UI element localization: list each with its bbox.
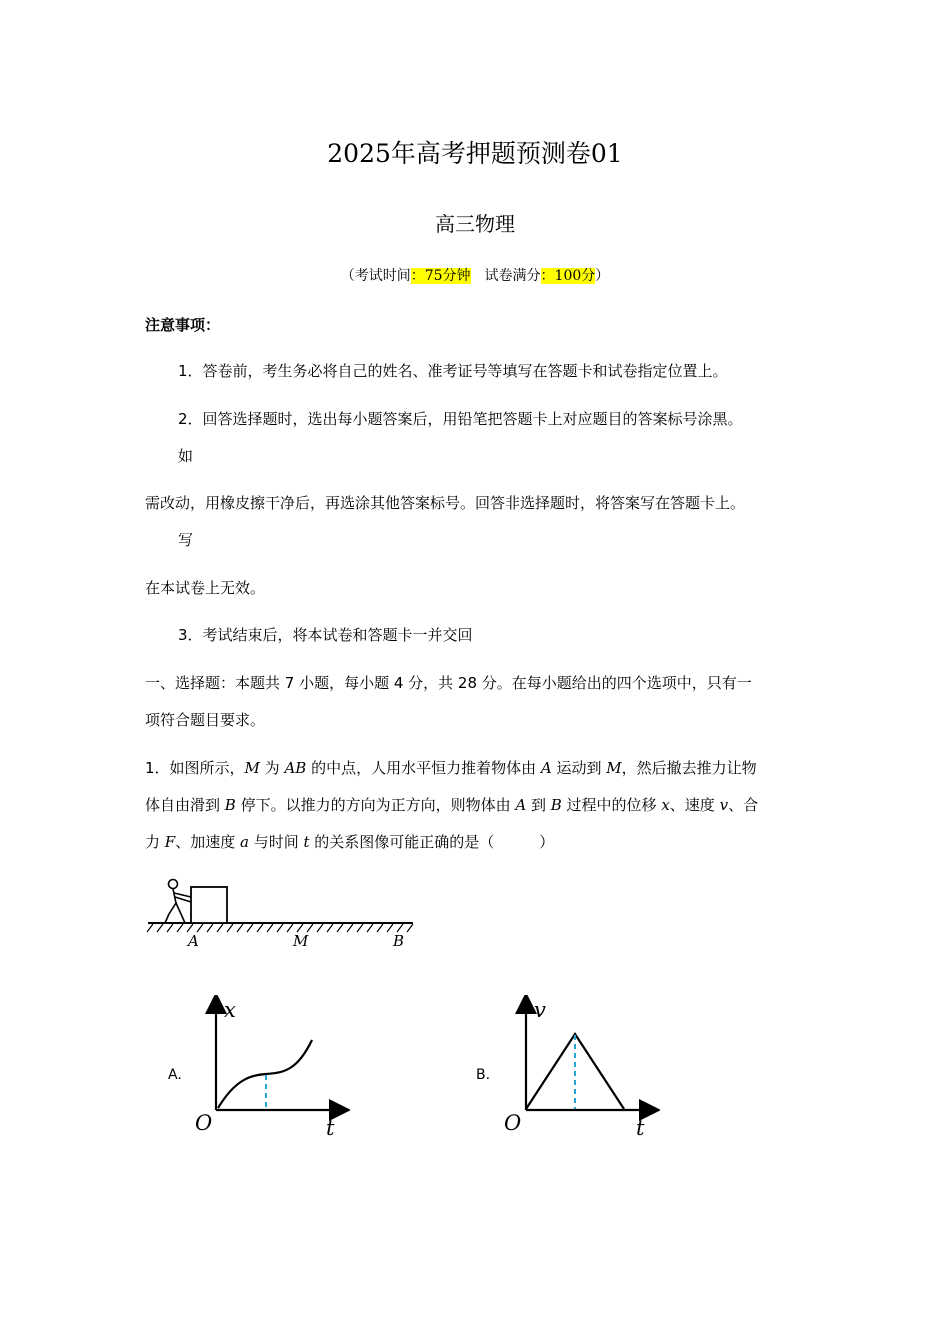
- option-b-chart: [500, 995, 660, 1140]
- exam-info: [0, 265, 950, 285]
- point-b-label: B: [393, 932, 405, 950]
- pushing-block-figure: [145, 872, 420, 952]
- x-axis-label: t: [326, 1116, 335, 1140]
- option-b-label[interactable]: B.: [476, 1067, 491, 1083]
- notice-item-2-line-1b: 如: [178, 447, 194, 465]
- q1-text: 、加速度: [175, 833, 240, 851]
- q1-text: 运动到: [551, 759, 607, 777]
- var-f: F: [164, 833, 176, 851]
- q1-text: 体自由滑到: [145, 796, 225, 814]
- var-m: M: [606, 759, 622, 777]
- q1-text: 与时间: [248, 833, 304, 851]
- var-t: t: [303, 833, 310, 851]
- q1-text: 的关系图像可能正确的是（ ）: [309, 833, 555, 851]
- notice-item-2-line-2b: 写: [178, 531, 194, 549]
- notice-item-1: 1．答卷前，考生务必将自己的姓名、准考证号等填写在答题卡和试卷指定位置上。: [178, 362, 728, 380]
- section-1-line-1: 一、选择题：本题共 7 小题，每小题 4 分，共 28 分。在每小题给出的四个选项中，只有一: [145, 674, 752, 692]
- page-title: 2025年高考押题预测卷01: [327, 139, 623, 168]
- origin-label: O: [504, 1111, 522, 1135]
- exam-info-close: ）: [595, 268, 610, 284]
- q1-text: ，然后撤去推力让物: [621, 759, 757, 777]
- y-axis-label: x: [224, 998, 236, 1022]
- x-axis-label: t: [636, 1116, 645, 1140]
- block: [191, 887, 227, 923]
- q1-text: 为: [259, 759, 285, 777]
- q1-text: 的中点，人用水平恒力推着物体由: [306, 759, 541, 777]
- point-a-label: A: [188, 932, 199, 950]
- option-a-chart: [190, 995, 350, 1140]
- point-m-label: M: [293, 932, 309, 950]
- notice-item-2-line-3: 在本试卷上无效。: [145, 579, 266, 597]
- subject-title: 高三物理: [435, 212, 515, 236]
- option-a-label[interactable]: A.: [168, 1067, 182, 1083]
- var-b: B: [224, 796, 236, 814]
- y-axis-label: v: [534, 998, 546, 1022]
- notice-heading: 注意事项：: [145, 316, 221, 334]
- q1-text: 停下。以推力的方向为正方向，则物体由: [235, 796, 516, 814]
- exam-time: ：75分钟: [410, 268, 471, 284]
- exam-info-mid: 试卷满分: [470, 268, 541, 284]
- var-ab: AB: [284, 759, 307, 777]
- notice-item-2-line-1: 2．回答选择题时，选出每小题答案后，用铅笔把答题卡上对应题目的答案标号涂黑。: [178, 410, 743, 428]
- exam-info-open: （考试时间: [340, 268, 411, 284]
- q1-text: 、速度: [669, 796, 720, 814]
- notice-item-2-line-2: 需改动，用橡皮擦干净后，再选涂其他答案标号。回答非选择题时，将答案写在答题卡上。: [145, 494, 746, 512]
- q1-text: 力: [145, 833, 165, 851]
- var-a: A: [540, 759, 552, 777]
- var-b: B: [550, 796, 562, 814]
- q1-text: 到: [526, 796, 551, 814]
- var-v: v: [719, 796, 729, 814]
- origin-label: O: [195, 1111, 213, 1135]
- var-m: M: [244, 759, 260, 777]
- section-1-line-2: 项符合题目要求。: [145, 711, 266, 729]
- person-icon: [165, 880, 191, 924]
- q1-text: 过程中的位移: [561, 796, 662, 814]
- question-1-line-2: [145, 795, 758, 815]
- exam-score: ：100分: [540, 268, 596, 284]
- question-1-line-1: [145, 758, 757, 778]
- var-x: x: [661, 796, 670, 814]
- q1-text: 1．如图所示，: [145, 759, 245, 777]
- question-1-line-3: [145, 832, 554, 852]
- ground-hatch: [147, 924, 413, 932]
- notice-item-3: 3．考试结束后，将本试卷和答题卡一并交回: [178, 626, 473, 644]
- var-a-lower: a: [239, 833, 249, 851]
- q1-text: 、合: [728, 796, 759, 814]
- var-a: A: [515, 796, 527, 814]
